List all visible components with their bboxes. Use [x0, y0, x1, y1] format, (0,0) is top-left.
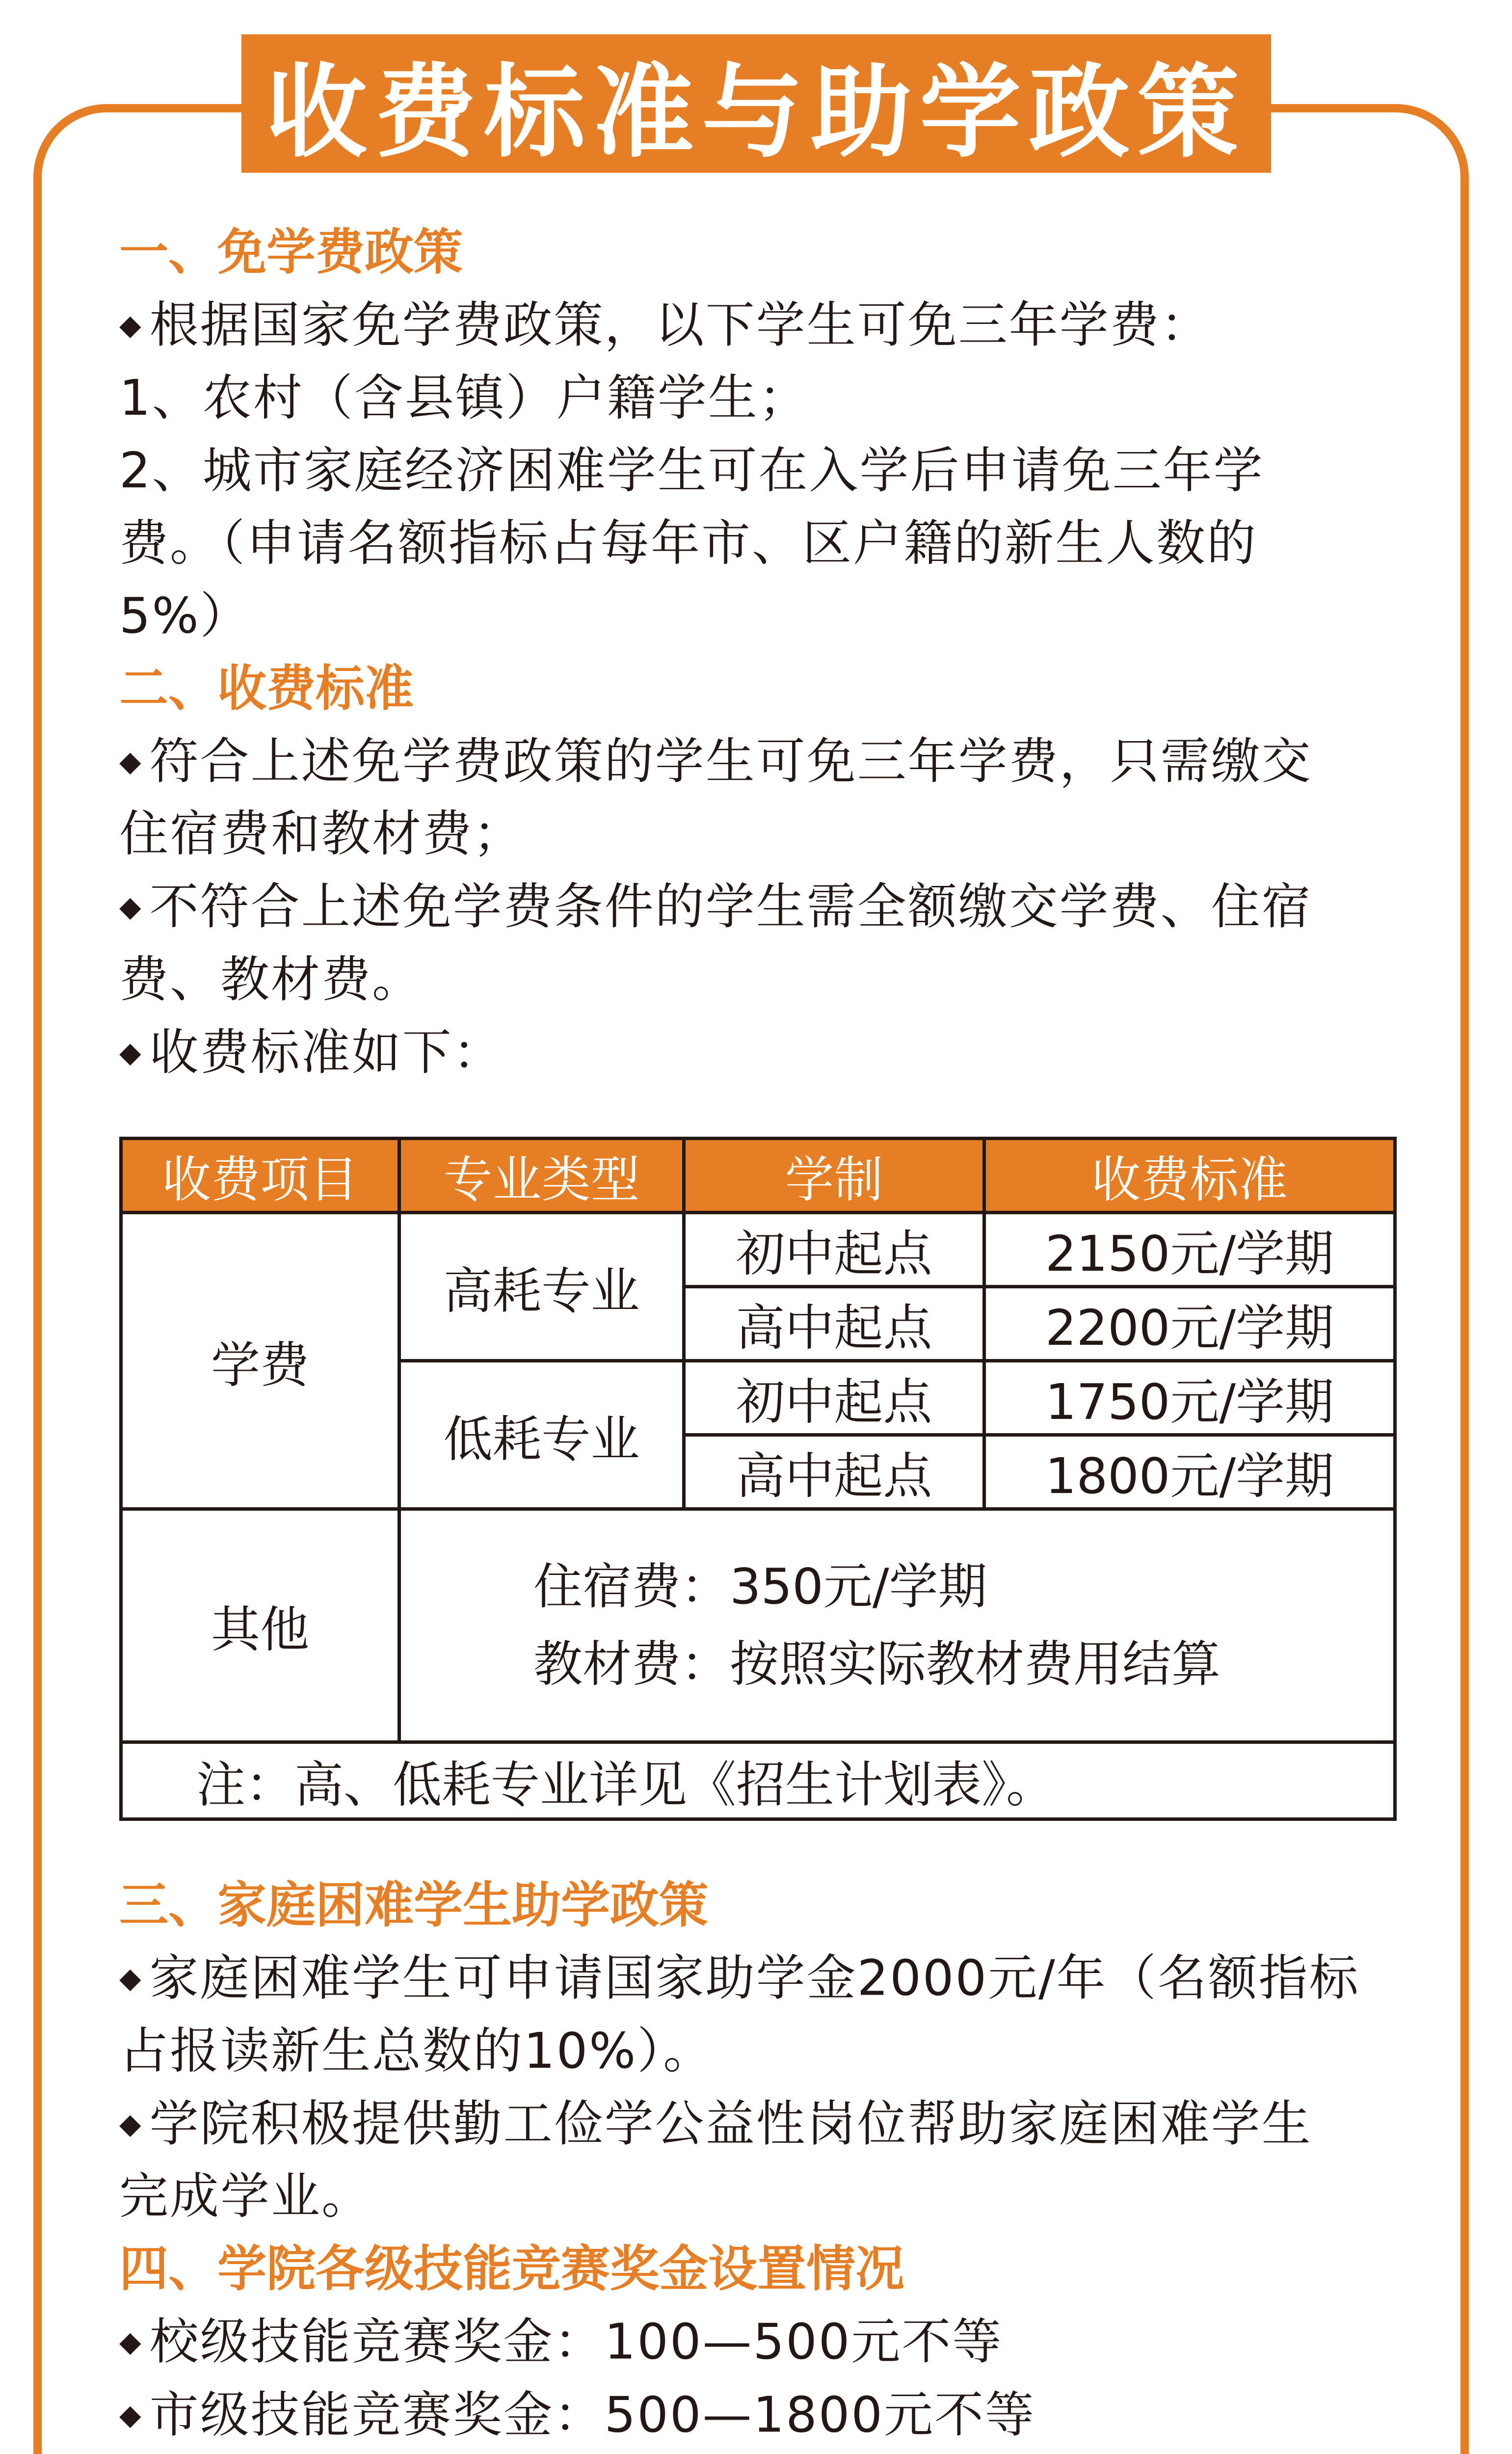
paragraph-continued: 完成学业。 — [119, 2167, 372, 2225]
list-item — [119, 2451, 1403, 2454]
paragraph — [119, 725, 1403, 798]
list-item — [119, 2305, 1403, 2378]
other-fee-line: 教材费：按照实际教材费用结算 — [533, 1635, 1220, 1693]
paragraph-text: 不符合上述免学费条件的学生需全额缴交学费、住宿 — [149, 878, 1312, 935]
table-header-cell: 收费项目 — [121, 1139, 399, 1213]
fee-table — [119, 1137, 1397, 1821]
major-type-cell: 低耗专业 — [399, 1361, 684, 1509]
list-item-text: 市级技能竞赛奖金：500—1800元不等 — [149, 2386, 1035, 2443]
fee-cell: 2200元/学期 — [984, 1287, 1395, 1361]
list-item — [119, 2378, 1403, 2452]
diamond-bullet-icon: ◆ — [119, 2107, 143, 2140]
paragraph — [119, 289, 1403, 362]
table-note: 注：高、低耗专业详见《招生计划表》。 — [121, 1742, 1395, 1819]
paragraph — [119, 2087, 1403, 2161]
diamond-bullet-icon: ◆ — [119, 1961, 143, 1995]
paragraph-text: 符合上述免学费政策的学生可免三年学费，只需缴交 — [149, 732, 1312, 790]
spacer — [119, 1089, 1403, 1137]
table-header-cell: 专业类型 — [399, 1139, 684, 1213]
table-row — [121, 1509, 1395, 1742]
document-body — [119, 216, 1403, 2454]
diamond-bullet-icon: ◆ — [119, 744, 143, 778]
paragraph-text: 根据国家免学费政策，以下学生可免三年学费： — [149, 296, 1211, 354]
section-heading-exemption: 一、免学费政策 — [119, 223, 463, 281]
paragraph — [119, 870, 1403, 943]
table-header-cell: 学制 — [684, 1139, 984, 1213]
table-header-cell: 收费标准 — [984, 1139, 1395, 1213]
diamond-bullet-icon: ◆ — [119, 2325, 143, 2358]
table-note-row — [121, 1742, 1395, 1819]
list-item-continued: 费。（申请名额指标占每年市、区户籍的新生人数的 — [119, 514, 1257, 572]
paragraph-text: 收费标准如下： — [149, 1023, 504, 1081]
fee-cell: 1750元/学期 — [984, 1361, 1395, 1435]
diamond-bullet-icon: ◆ — [119, 1035, 143, 1069]
paragraph — [119, 1016, 1403, 1089]
paragraph-continued: 费、教材费。 — [119, 950, 423, 1008]
tuition-label-cell: 学费 — [121, 1213, 399, 1509]
paragraph-continued: 占报读新生总数的10%）。 — [119, 2022, 714, 2080]
spacer — [119, 1821, 1403, 1869]
school-system-cell: 初中起点 — [684, 1213, 984, 1287]
diamond-bullet-icon: ◆ — [119, 2398, 143, 2431]
section-heading-financial-aid: 三、家庭困难学生助学政策 — [119, 1876, 708, 1934]
school-system-cell: 高中起点 — [684, 1435, 984, 1509]
section-heading-competition-awards: 四、学院各级技能竞赛奖金设置情况 — [119, 2240, 904, 2297]
section-heading-fees: 二、收费标准 — [119, 659, 414, 717]
paragraph-text: 家庭困难学生可申请国家助学金2000元/年（名额指标 — [149, 1949, 1360, 2007]
paragraph-text: 学院积极提供勤工俭学公益性岗位帮助家庭困难学生 — [149, 2095, 1312, 2152]
other-fees-cell — [399, 1509, 1395, 1742]
list-item-text: 校级技能竞赛奖金：100—500元不等 — [149, 2313, 1003, 2371]
other-fee-line: 住宿费：350元/学期 — [533, 1558, 987, 1615]
fee-cell: 2150元/学期 — [984, 1213, 1395, 1287]
fee-cell: 1800元/学期 — [984, 1435, 1395, 1509]
school-system-cell: 高中起点 — [684, 1287, 984, 1361]
list-item: 2、城市家庭经济困难学生可在入学后申请免三年学 — [119, 441, 1264, 499]
list-item-continued: 5%） — [119, 587, 251, 644]
table-row — [121, 1213, 1395, 1287]
list-item: 1、农村（含县镇）户籍学生； — [119, 369, 809, 427]
paragraph-continued: 住宿费和教材费； — [119, 805, 524, 862]
school-system-cell: 初中起点 — [684, 1361, 984, 1435]
paragraph — [119, 1942, 1403, 2015]
table-header-row — [121, 1139, 1395, 1213]
diamond-bullet-icon: ◆ — [119, 308, 143, 342]
page-title: 收费标准与助学政策 — [241, 34, 1271, 173]
major-type-cell: 高耗专业 — [399, 1213, 684, 1361]
diamond-bullet-icon: ◆ — [119, 890, 143, 923]
other-label-cell: 其他 — [121, 1509, 399, 1742]
